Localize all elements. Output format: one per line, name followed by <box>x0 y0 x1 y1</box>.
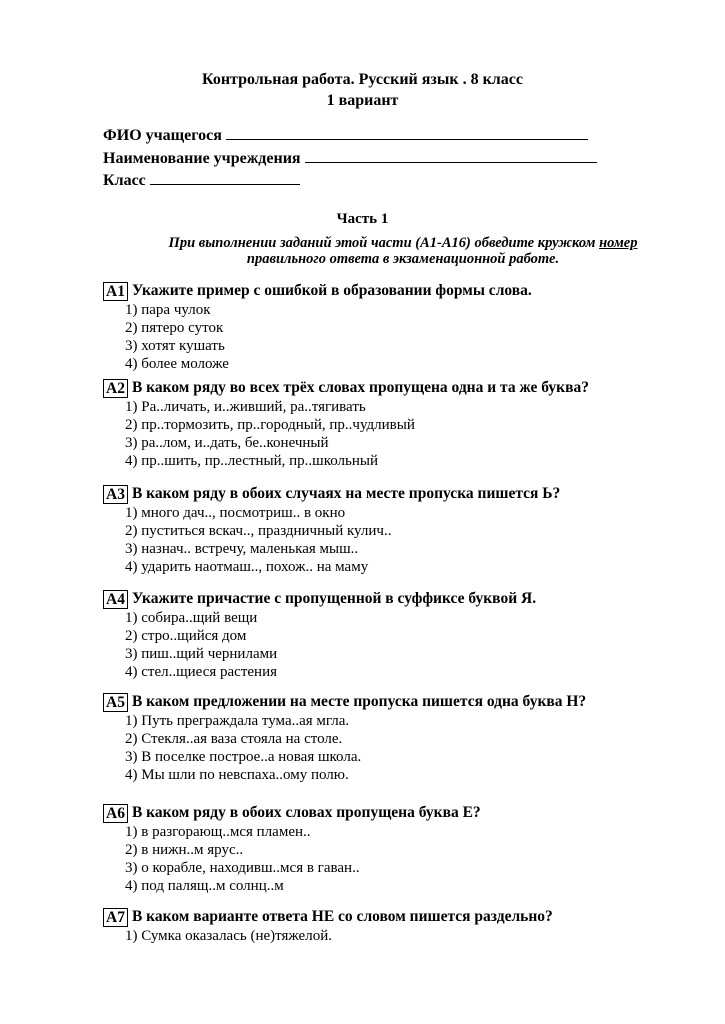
class-label: Класс <box>103 172 146 189</box>
task-number: А5 <box>103 693 128 712</box>
task-number: А2 <box>103 379 128 398</box>
answer-option: 2) пуститься вскач.., праздничный кулич.. <box>125 523 392 539</box>
task-number: А6 <box>103 804 128 823</box>
school-name-field <box>103 147 597 169</box>
task-header <box>103 281 703 301</box>
answer-option: 1) много дач.., посмотриш.. в окно <box>125 505 346 521</box>
task-number: А4 <box>103 590 128 609</box>
answer-option: 1) собира..щий вещи <box>125 610 258 626</box>
answer-option: 1) в разгорающ..мся пламен.. <box>125 824 311 840</box>
answer-option: 1) пара чулок <box>125 302 211 318</box>
answer-option: 2) пр..тормозить, пр..городный, пр..чудливый <box>125 417 415 433</box>
student-name-line <box>226 124 588 140</box>
answer-option: 1) Ра..личать, и..живший, ра..тягивать <box>125 399 366 415</box>
document-title: Контрольная работа. Русский язык . 8 класс <box>202 71 523 88</box>
task-header <box>103 484 703 504</box>
task-header <box>103 907 703 927</box>
answer-option: 3) ра..лом, и..дать, бе..конечный <box>125 435 329 451</box>
task-header <box>103 378 703 398</box>
school-name-label: Наименование учреждения <box>103 150 301 167</box>
answer-option: 3) назнач.. встречу, маленькая мыш.. <box>125 541 359 557</box>
answer-option: 4) ударить наотмаш.., похож.. на маму <box>125 559 369 575</box>
task-header <box>103 803 703 823</box>
answer-option: 4) пр..шить, пр..лестный, пр..школьный <box>125 453 379 469</box>
task-question: В каком предложении на месте пропуска пишется одна буква Н? <box>131 693 587 710</box>
answer-option: 3) хотят кушать <box>125 338 225 354</box>
task-header <box>103 589 703 609</box>
task-block <box>103 484 703 576</box>
task-number: А7 <box>103 908 128 927</box>
instructions-text: При выполнении заданий этой части (А1-А16) обведите кружком <box>168 235 600 251</box>
school-name-line <box>305 147 597 163</box>
instructions-text-2: правильного ответа в экзаменационной работе. <box>246 251 560 267</box>
answer-option: 2) стро..щийся дом <box>125 628 247 644</box>
answer-option: 4) под палящ..м солнц..м <box>125 878 284 894</box>
task-number: А1 <box>103 282 128 301</box>
answer-option: 3) В поселке построе..а новая школа. <box>125 749 362 765</box>
answer-option: 2) пятеро суток <box>125 320 224 336</box>
student-name-field <box>103 124 588 146</box>
task-block <box>103 281 703 373</box>
task-block <box>103 589 703 681</box>
answer-option: 4) Мы шли по невспаха..ому полю. <box>125 767 349 783</box>
task-block <box>103 378 703 470</box>
task-question: Укажите пример с ошибкой в образовании формы слова. <box>131 282 532 299</box>
answer-option: 4) стел..щиеся растения <box>125 664 277 680</box>
task-question: В каком ряду в обоих случаях на месте пропуска пишется Ь? <box>131 485 561 502</box>
student-name-label: ФИО учащегося <box>103 127 222 144</box>
task-block <box>103 692 703 784</box>
part-instructions <box>103 235 703 267</box>
task-number: А3 <box>103 485 128 504</box>
answer-option: 2) Стекля..ая ваза стояла на столе. <box>125 731 343 747</box>
answer-option: 3) о корабле, находивш..мся в гаван.. <box>125 860 360 876</box>
task-header <box>103 692 703 712</box>
answer-option: 1) Путь преграждала тума..ая мгла. <box>125 713 350 729</box>
task-block <box>103 907 703 945</box>
class-line <box>150 169 300 185</box>
task-question: В каком ряду во всех трёх словах пропущена одна и та же буква? <box>131 379 589 396</box>
answer-option: 4) более моложе <box>125 356 229 372</box>
answer-option: 3) пиш..щий чернилами <box>125 646 278 662</box>
answer-option: 2) в нижн..м ярус.. <box>125 842 244 858</box>
task-question: В каком варианте ответа НЕ со словом пишется раздельно? <box>131 908 553 925</box>
variant-title: 1 вариант <box>326 92 399 109</box>
answer-option: 1) Сумка оказалась (не)тяжелой. <box>125 928 332 944</box>
task-question: В каком ряду в обоих словах пропущена буква Е? <box>131 804 481 821</box>
part-title: Часть 1 <box>336 211 389 227</box>
task-block <box>103 803 703 895</box>
instructions-underlined: номер <box>599 235 638 251</box>
task-question: Укажите причастие с пропущенной в суффиксе буквой Я. <box>131 590 537 607</box>
class-field <box>103 169 300 191</box>
